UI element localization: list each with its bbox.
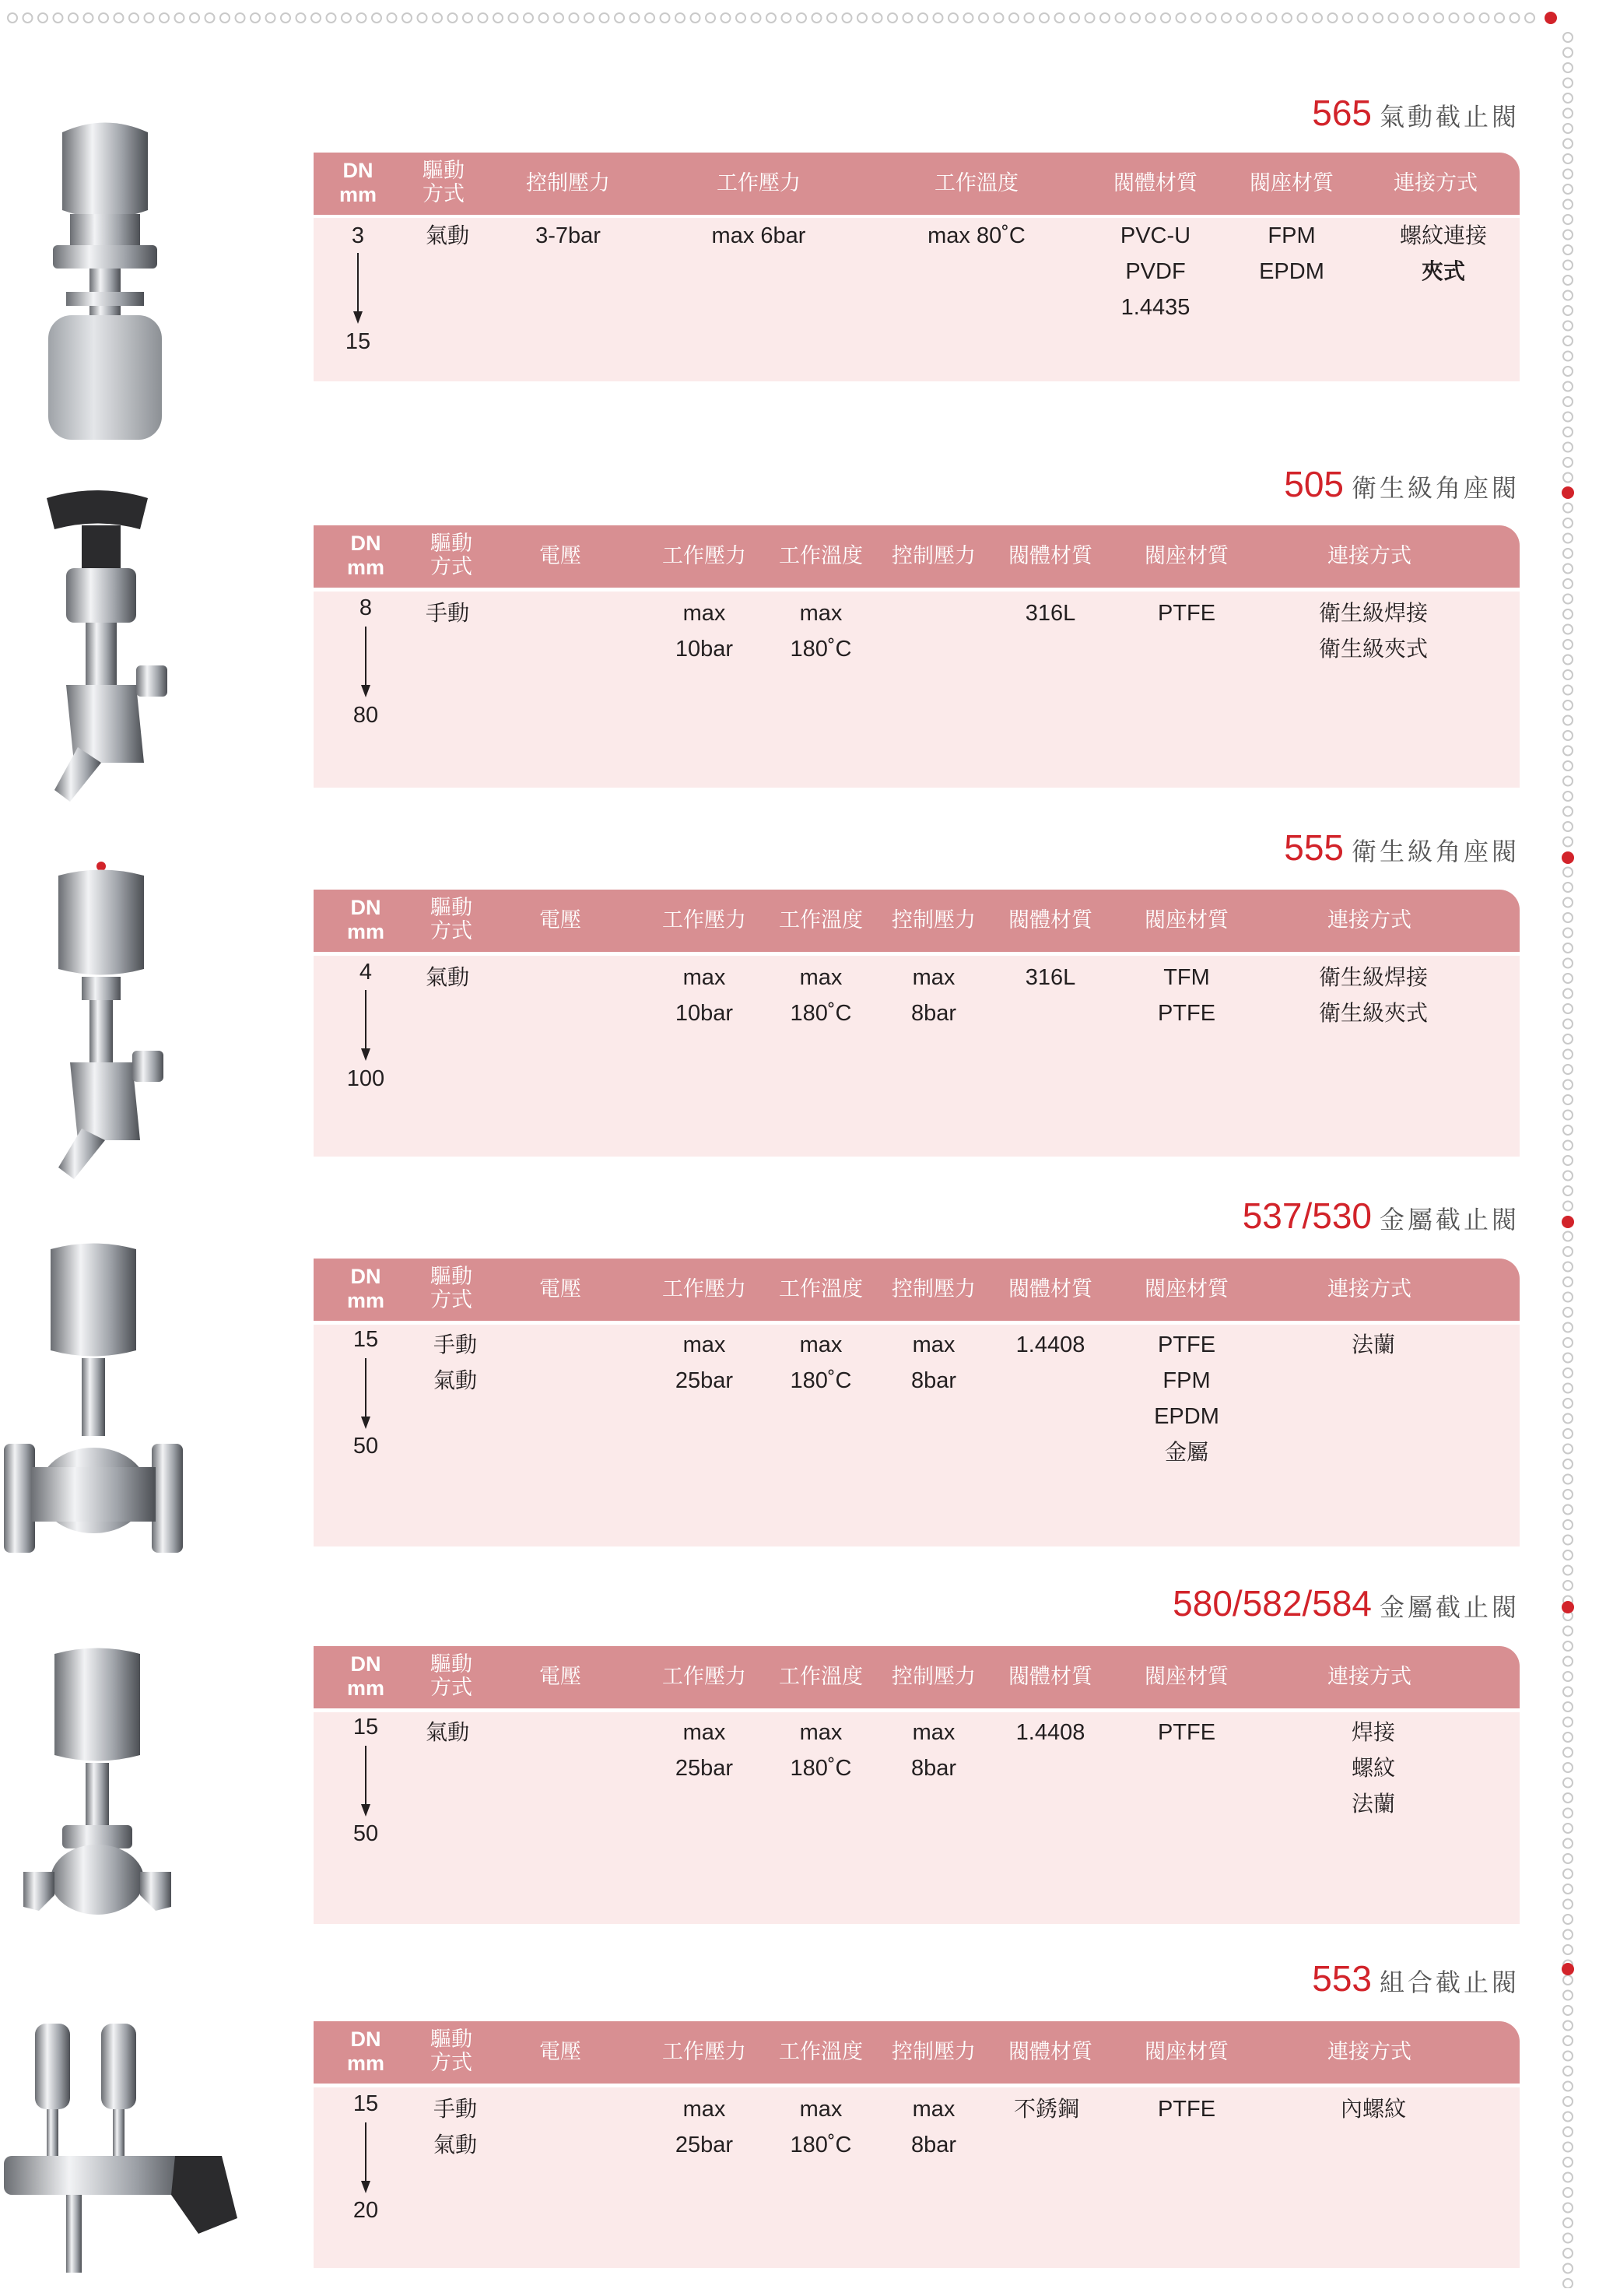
- header-connection: 連接方式: [1327, 2040, 1411, 2064]
- model-number: 565: [1312, 93, 1372, 133]
- top-dotted-border: [6, 6, 1559, 30]
- header-drive: 驅動 方式: [430, 532, 472, 579]
- header-body-material: 閥體材質: [1008, 908, 1092, 932]
- drive-values: 氣動: [425, 223, 469, 248]
- body-material-values: 1.4408: [1015, 1332, 1085, 1357]
- header-drive: 驅動 方式: [430, 1652, 472, 1700]
- seat-material-values: TFM PTFE: [1157, 965, 1216, 1026]
- dn-from: 3: [351, 223, 365, 248]
- header-drive: 驅動 方式: [423, 159, 465, 206]
- header-drive: 驅動 方式: [430, 896, 472, 943]
- header-voltage: 電壓: [539, 1277, 581, 1301]
- header-dn: DN mm: [346, 532, 384, 579]
- work-temp-values: max 180˚C: [790, 1720, 852, 1781]
- product-title: [1243, 1195, 1520, 1237]
- valve-photo-565: [39, 117, 171, 444]
- dn-to: 100: [346, 1066, 385, 1091]
- product-name: 氣動截止閥: [1379, 102, 1520, 132]
- header-control-pressure: 控制壓力: [526, 171, 610, 195]
- header-drive: 驅動 方式: [430, 1265, 472, 1312]
- header-seat-material: 閥座材質: [1250, 171, 1334, 195]
- model-number: 505: [1284, 464, 1344, 504]
- dn-range-arrow: [365, 1746, 366, 1808]
- seat-material-values: FPM EPDM: [1259, 223, 1324, 284]
- product-name: 金屬截止閥: [1379, 1205, 1520, 1234]
- work-temp-values: max 180˚C: [790, 1332, 852, 1393]
- header-dn: DN mm: [346, 896, 384, 943]
- drive-values: 手動 氣動: [433, 2096, 477, 2157]
- header-control-pressure: 控制壓力: [892, 2040, 976, 2064]
- header-seat-material: 閥座材質: [1145, 1665, 1229, 1689]
- right-dotted-border: [1552, 31, 1583, 2288]
- product-title: [1284, 827, 1520, 869]
- dn-range-arrowhead: [361, 685, 370, 697]
- dn-from: 15: [352, 2091, 379, 2116]
- header-connection: 連接方式: [1327, 1665, 1411, 1689]
- header-work-pressure: 工作壓力: [662, 908, 746, 932]
- header-dn: DN mm: [346, 2027, 384, 2075]
- model-number: 553: [1312, 1958, 1372, 1999]
- header-drive: 驅動 方式: [430, 2027, 472, 2075]
- work-temp-values: max 180˚C: [790, 965, 852, 1026]
- product-title: [1312, 1957, 1520, 1999]
- connection-values: 法蘭: [1351, 1332, 1395, 1357]
- header-body-material: 閥體材質: [1008, 1277, 1092, 1301]
- header-body-material: 閥體材質: [1008, 1665, 1092, 1689]
- product-name: 衛生級角座閥: [1351, 837, 1520, 866]
- body-material-values: 316L: [1025, 965, 1076, 990]
- control-pressure-values: max 8bar: [910, 965, 957, 1026]
- valve-photo-537-530: [4, 1234, 183, 1561]
- model-number: 537/530: [1242, 1195, 1372, 1236]
- dn-to: 50: [352, 1434, 379, 1459]
- product-title: [1284, 463, 1520, 505]
- header-seat-material: 閥座材質: [1145, 544, 1229, 568]
- dn-range-arrow: [365, 990, 366, 1052]
- dn-to: 15: [345, 329, 371, 354]
- header-control-pressure: 控制壓力: [892, 1277, 976, 1301]
- header-connection: 連接方式: [1394, 171, 1478, 195]
- header-work-pressure: 工作壓力: [717, 171, 801, 195]
- header-work-pressure: 工作壓力: [662, 544, 746, 568]
- dn-range-arrow: [365, 627, 366, 689]
- header-seat-material: 閥座材質: [1145, 1277, 1229, 1301]
- header-work-pressure: 工作壓力: [662, 1665, 746, 1689]
- work-pressure-values: max 6bar: [711, 223, 806, 248]
- work-pressure-values: max 25bar: [675, 1332, 734, 1393]
- dn-from: 8: [359, 595, 373, 620]
- connection-values: 衛生級焊接 衛生級夾式: [1318, 600, 1428, 662]
- connection-values: 內螺紋: [1340, 2096, 1406, 2122]
- header-body-material: 閥體材質: [1008, 544, 1092, 568]
- valve-photo-555: [47, 860, 179, 1187]
- header-control-pressure: 控制壓力: [892, 908, 976, 932]
- product-title: [1312, 92, 1520, 134]
- work-temp-values: max 180˚C: [790, 601, 852, 662]
- header-connection: 連接方式: [1327, 1277, 1411, 1301]
- control-pressure-values: max 8bar: [910, 1332, 957, 1393]
- product-name: 金屬截止閥: [1379, 1592, 1520, 1622]
- work-pressure-values: max 10bar: [675, 965, 734, 1026]
- dn-to: 80: [352, 703, 379, 728]
- drive-values: 手動 氣動: [433, 1332, 477, 1393]
- control-pressure-values: max 8bar: [910, 2097, 957, 2157]
- seat-material-values: PTFE: [1157, 2097, 1216, 2122]
- dn-range-arrow: [365, 2122, 366, 2185]
- product-title: [1173, 1582, 1520, 1624]
- header-work-temp: 工作溫度: [779, 1277, 863, 1301]
- dn-range-arrowhead: [353, 311, 363, 324]
- connection-values: 螺紋連接 夾式: [1399, 223, 1487, 284]
- header-work-temp: 工作溫度: [779, 2040, 863, 2064]
- header-voltage: 電壓: [539, 2040, 581, 2064]
- product-name: 衛生級角座閥: [1351, 473, 1520, 503]
- dn-range-arrowhead: [361, 1804, 370, 1817]
- header-body-material: 閥體材質: [1008, 2040, 1092, 2064]
- header-work-pressure: 工作壓力: [662, 1277, 746, 1301]
- work-pressure-values: max 25bar: [675, 1720, 734, 1781]
- dn-from: 15: [352, 1715, 379, 1740]
- header-work-temp: 工作溫度: [779, 544, 863, 568]
- header-control-pressure: 控制壓力: [892, 544, 976, 568]
- dn-range-arrow: [357, 253, 359, 315]
- connection-values: 焊接 螺紋 法蘭: [1351, 1719, 1395, 1817]
- header-connection: 連接方式: [1327, 544, 1411, 568]
- seat-material-values: PTFE: [1157, 1720, 1216, 1745]
- header-dn: DN mm: [338, 159, 377, 206]
- valve-photo-505: [39, 483, 187, 809]
- dn-range-arrowhead: [361, 2181, 370, 2193]
- header-connection: 連接方式: [1327, 908, 1411, 932]
- header-work-pressure: 工作壓力: [662, 2040, 746, 2064]
- header-voltage: 電壓: [539, 908, 581, 932]
- header-seat-material: 閥座材質: [1145, 2040, 1229, 2064]
- dn-to: 50: [352, 1821, 379, 1846]
- dn-from: 15: [352, 1327, 379, 1352]
- seat-material-values: PTFE: [1157, 601, 1216, 626]
- work-temp-values: max 180˚C: [790, 2097, 852, 2157]
- header-voltage: 電壓: [539, 1665, 581, 1689]
- body-material-values: PVC-U PVDF 1.4435: [1120, 223, 1191, 320]
- header-dn: DN mm: [346, 1652, 384, 1700]
- header-voltage: 電壓: [539, 544, 581, 568]
- control-pressure-values: 3-7bar: [535, 223, 601, 248]
- header-dn: DN mm: [346, 1265, 384, 1312]
- valve-photo-553: [4, 2016, 245, 2280]
- header-seat-material: 閥座材質: [1145, 908, 1229, 932]
- header-work-temp: 工作溫度: [935, 171, 1019, 195]
- control-pressure-values: max 8bar: [910, 1720, 957, 1781]
- model-number: 555: [1284, 827, 1344, 868]
- connection-values: 衛生級焊接 衛生級夾式: [1318, 964, 1428, 1026]
- work-pressure-values: max 10bar: [675, 601, 734, 662]
- work-temp-values: max 80˚C: [927, 223, 1026, 248]
- drive-values: 氣動: [425, 964, 469, 990]
- work-pressure-values: max 25bar: [675, 2097, 734, 2157]
- body-material-values: 1.4408: [1015, 1720, 1085, 1745]
- drive-values: 氣動: [425, 1719, 469, 1745]
- dn-range-arrowhead: [361, 1417, 370, 1429]
- header-control-pressure: 控制壓力: [892, 1665, 976, 1689]
- header-work-temp: 工作溫度: [779, 908, 863, 932]
- dn-from: 4: [359, 960, 373, 985]
- header-work-temp: 工作溫度: [779, 1665, 863, 1689]
- dn-to: 20: [352, 2198, 379, 2223]
- drive-values: 手動: [425, 600, 469, 626]
- valve-photo-580-582-584: [19, 1638, 175, 1926]
- dn-range-arrowhead: [361, 1048, 370, 1061]
- header-body-material: 閥體材質: [1113, 171, 1197, 195]
- dn-range-arrow: [365, 1358, 366, 1420]
- product-name: 組合截止閥: [1379, 1968, 1520, 1997]
- body-material-values: 不銹鋼: [1013, 2096, 1079, 2122]
- body-material-values: 316L: [1025, 601, 1076, 626]
- seat-material-values: PTFE FPM EPDM 金屬: [1154, 1332, 1219, 1465]
- model-number: 580/582/584: [1173, 1583, 1372, 1624]
